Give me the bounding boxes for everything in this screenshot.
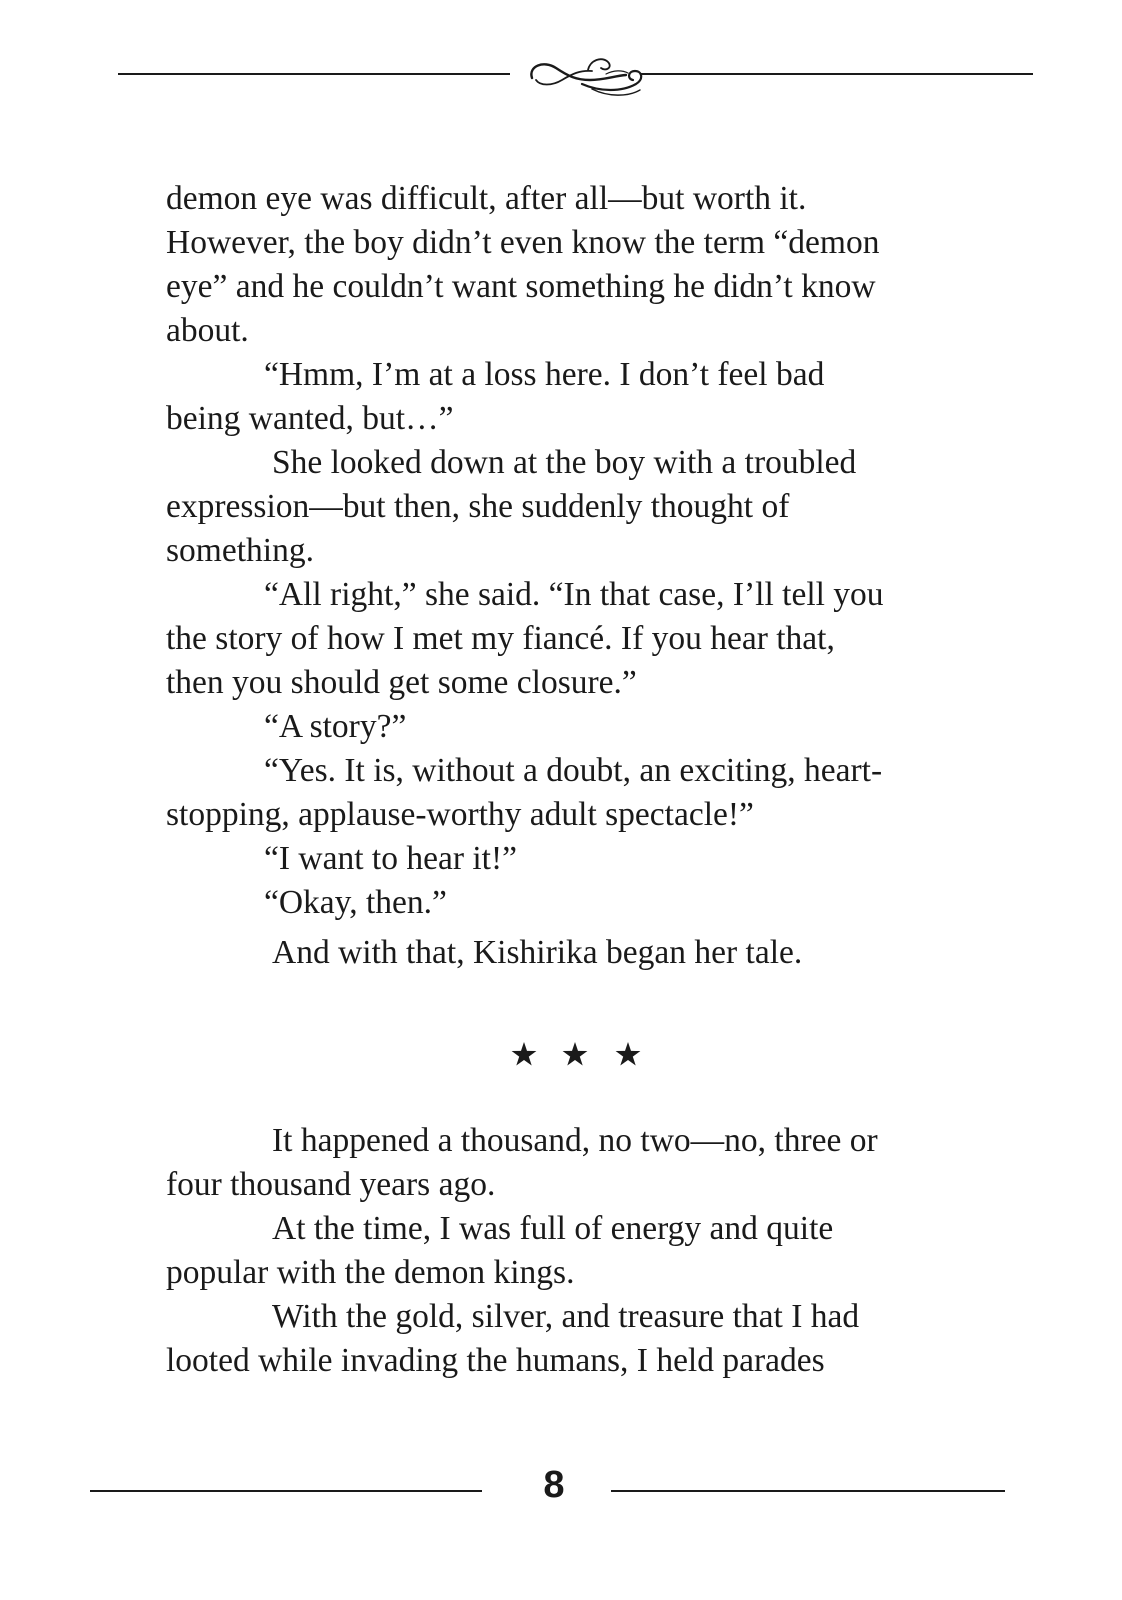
text-line: She looked down at the boy with a troubled: [272, 444, 857, 481]
page-number: 8: [543, 1464, 565, 1506]
header-rule-right: [640, 73, 1033, 75]
text-line: “I want to hear it!”: [264, 840, 517, 877]
text-line: “Okay, then.”: [264, 884, 447, 921]
text-line: “A story?”: [264, 708, 407, 745]
text-line: popular with the demon kings.: [166, 1254, 575, 1291]
text-line: then you should get some closure.”: [166, 664, 637, 701]
text-line: “All right,” she said. “In that case, I’ll tell you: [264, 576, 884, 613]
text-line: something.: [166, 532, 314, 569]
text-line: being wanted, but…”: [166, 400, 454, 437]
footer-rule-right: [611, 1490, 1005, 1492]
text-line: It happened a thousand, no two—no, three or: [272, 1122, 878, 1159]
text-line: demon eye was difficult, after all—but worth it.: [166, 180, 807, 217]
text-line: about.: [166, 312, 249, 349]
footer-rule-left: [90, 1490, 482, 1492]
text-line: expression—but then, she suddenly thought of: [166, 488, 790, 525]
text-line: looted while invading the humans, I held parades: [166, 1342, 825, 1379]
text-line: “Yes. It is, without a doubt, an exciting, heart-: [264, 752, 883, 789]
text-line: “Hmm, I’m at a loss here. I don’t feel bad: [264, 356, 825, 393]
text-line: At the time, I was full of energy and quite: [272, 1210, 834, 1247]
text-line: eye” and he couldn’t want something he didn’t know: [166, 268, 876, 305]
text-line: With the gold, silver, and treasure that I had: [272, 1298, 860, 1335]
flourish-ornament-icon: [510, 44, 650, 106]
text-line: stopping, applause-worthy adult spectacle!”: [166, 796, 754, 833]
text-line: However, the boy didn’t even know the term “demon: [166, 224, 880, 261]
text-line: four thousand years ago.: [166, 1166, 496, 1203]
text-line: And with that, Kishirika began her tale.: [272, 934, 803, 971]
header-rule-left: [118, 73, 510, 75]
text-line: the story of how I met my fiancé. If you hear that,: [166, 620, 835, 657]
scene-break-stars-icon: [500, 1032, 660, 1078]
